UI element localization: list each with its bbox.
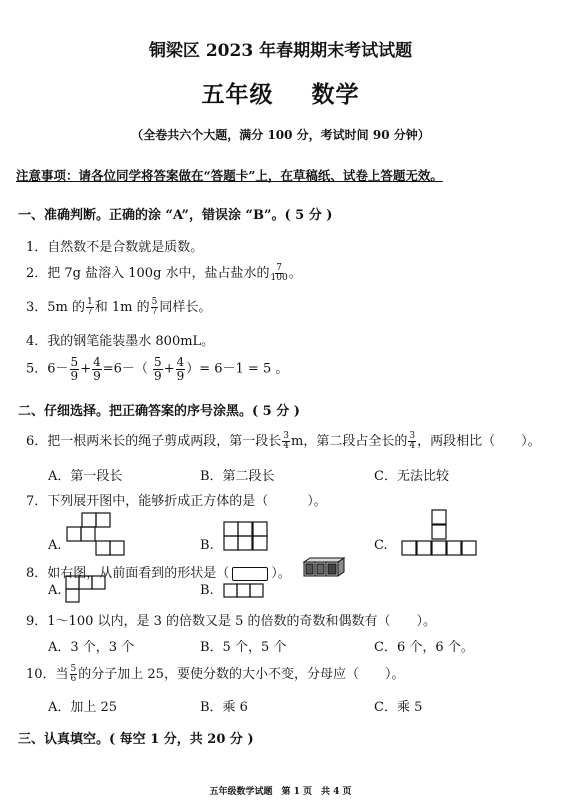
section2-heading: 二、仔细选择。把正确答案的序号涂黑。( 5 分 ) (18, 404, 300, 419)
exam-title: 铜梁区 2023 年春期期末考试试题 (148, 41, 413, 61)
fraction: $\frac{7}{100}$ (270, 262, 288, 283)
fraction: $\frac{5}{6}$ (70, 663, 77, 684)
view-figure-b (222, 582, 270, 600)
question-8: 8．如右图，从前面看到的形状是（ ）。 (26, 566, 291, 581)
net-figure-a (66, 512, 130, 556)
page-footer: 五年级数学试题 第 1 页 共 4 页 (209, 787, 352, 797)
question-5: 5．6－ $\frac{5}{9}$ + $\frac{4}{9}$ =6－（ $\frac{5}{9}$ + $\frac{4}{9}$ ）= 6－1 = 5 。 (26, 355, 289, 383)
option-7a: A. (48, 538, 62, 553)
fraction: $\frac{5}{7}$ (151, 296, 158, 317)
grade-label: 五年级 (201, 81, 274, 108)
fraction: $\frac{5}{9}$ (70, 355, 79, 383)
option-8a: A. (48, 583, 62, 598)
option-10a: A．加上 25 (48, 700, 118, 715)
question-3: 3．5m 的 $\frac{1}{7}$ 和 1m 的 $\frac{5}{7}$ 同样长。 (26, 296, 212, 317)
option-10b: B．乘 6 (200, 700, 248, 715)
answer-box (232, 567, 268, 581)
net-figure-b (222, 521, 270, 555)
option-9b: B．5 个，5 个 (200, 640, 287, 655)
fraction: $\frac{4}{9}$ (176, 355, 185, 383)
question-7: 7．下列展开图中，能够折成正方体的是（ ）。 (26, 494, 327, 509)
option-8b: B. (200, 583, 214, 598)
view-figure-a (64, 574, 120, 608)
question-6: 6．把一根两米长的绳子剪成两段，第一段长 $\frac{3}{4}$ m，第二段占全长的 $\frac{3}{4}$ ，两段相比（ ）。 (26, 430, 541, 451)
fraction: $\frac{3}{4}$ (283, 430, 290, 451)
section3-heading: 三、认真填空。( 每空 1 分，共 20 分 ) (18, 732, 254, 747)
question-2: 2．把 7g 盐溶入 100g 水中，盐占盐水的 $\frac{7}{100}$ 。 (26, 262, 302, 283)
exam-notice: 注意事项：请各位同学将答案做在“答题卡”上，在草稿纸、试卷上答题无效。 (16, 168, 443, 183)
net-figure-c (400, 508, 480, 558)
fraction: $\frac{5}{9}$ (154, 355, 162, 383)
option-10c: C．乘 5 (374, 700, 423, 715)
option-9a: A．3 个，3 个 (48, 640, 135, 655)
option-6b: B．第二段长 (200, 469, 275, 484)
fraction: $\frac{3}{4}$ (409, 430, 416, 451)
cube-stack-figure (300, 556, 346, 578)
question-4: 4．我的钢笔能装墨水 800mL。 (26, 334, 215, 349)
option-6a: A．第一段长 (48, 469, 123, 484)
fraction: $\frac{4}{9}$ (93, 355, 101, 383)
section1-heading: 一、准确判断。正确的涂 “A”，错误涂 “B”。( 5 分 ) (18, 208, 333, 223)
question-1: 1．自然数不是合数就是质数。 (26, 240, 204, 255)
option-7b: B. (200, 538, 214, 553)
exam-subtitle (0, 76, 561, 109)
question-10: 10．当 $\frac{5}{6}$ 的分子加上 25，要使分数的大小不变，分母应（ ）。 (26, 663, 405, 684)
option-6c: C．无法比较 (374, 469, 449, 484)
option-9c: C．6 个，6 个。 (374, 640, 474, 655)
question-9: 9．1～100 以内，是 3 的倍数又是 5 的倍数的奇数和偶数有（ ）。 (26, 614, 437, 629)
question-2-text: 2．把 7g 盐溶入 100g 水中，盐占盐水的 (26, 266, 270, 281)
exam-info: （全卷共六个大题，满分 100 分，考试时间 90 分钟） (131, 128, 430, 142)
subject-label: 数学 (311, 81, 360, 108)
fraction: $\frac{1}{7}$ (87, 296, 93, 317)
option-7c: C. (374, 538, 388, 553)
